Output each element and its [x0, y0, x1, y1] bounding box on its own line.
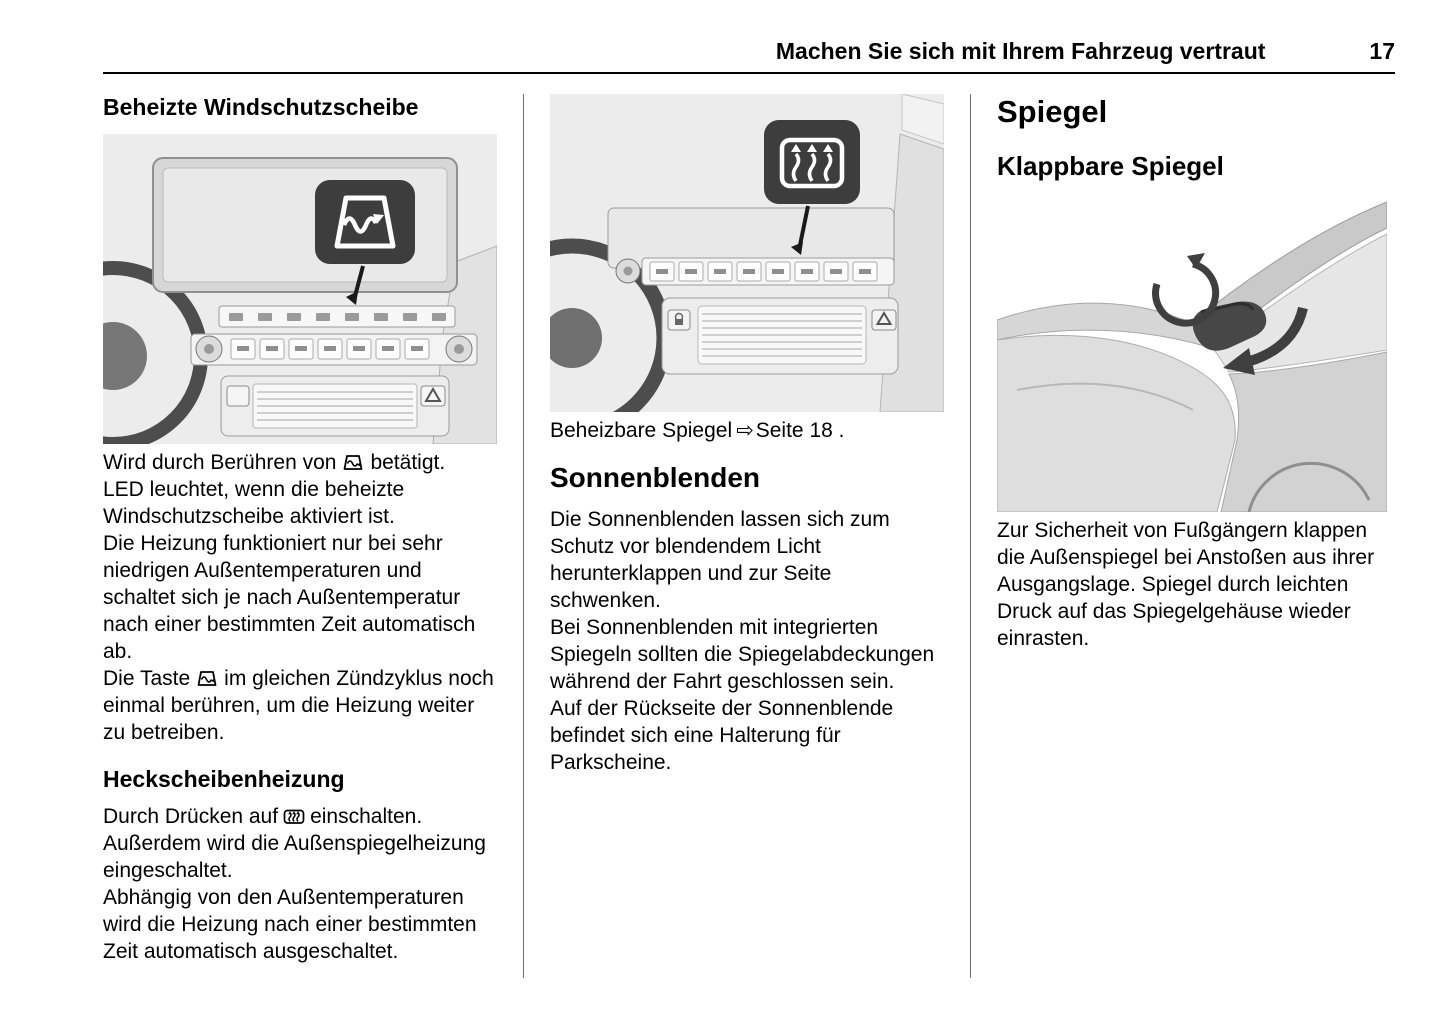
paragraph — [103, 803, 497, 884]
column-right — [997, 94, 1391, 978]
caption-text: Beheizbare Spiegel — [550, 419, 733, 442]
figure-caption — [550, 417, 944, 444]
section-heading-heated-windshield: Beheizte Windschutzscheibe — [103, 94, 419, 120]
heated-rear-window-callout-button — [764, 120, 860, 204]
text-run: Die Taste — [103, 667, 191, 691]
column-middle — [550, 94, 944, 978]
heated-windshield-icon — [341, 454, 365, 471]
paragraph: Die Sonnenblenden lassen sich zum Schutz vor blendendem Licht herunterklappen und zur Seite schwenken. — [550, 508, 890, 613]
page-header — [103, 38, 1395, 65]
page-number: 17 — [1369, 38, 1395, 64]
fold-arrow-left — [1156, 253, 1216, 323]
text-run: im gleichen Zündzyklus noch einmal berühren, um die Heizung weiter zu betreiben. — [103, 667, 494, 745]
text-run: Wird durch Berühren von — [103, 451, 337, 475]
paragraph: Zur Sicherheit von Fußgängern klappen die Außenspiegel bei Anstoßen aus ihrer Ausgangslage. Spiegel durch leichten Druck auf das Spiegelgehäuse wieder einrasten. — [997, 518, 1375, 650]
dashboard-illustration-2 — [550, 94, 944, 412]
text-run: Durch Drücken auf — [103, 804, 279, 828]
column-divider — [523, 94, 524, 978]
paragraph: Bei Sonnenblenden mit integrierten Spiegeln sollten die Spiegelabdeckungen während der Fahrt geschlossen sein. — [550, 616, 935, 694]
section-heading-rear-window-heating: Heckscheibenheizung — [103, 766, 345, 793]
car-illustration — [997, 200, 1387, 512]
cross-reference-link[interactable]: Seite 18 . — [755, 419, 845, 442]
section-heading-folding-mirrors: Klappbare Spiegel — [997, 150, 1224, 181]
header-rule — [103, 72, 1395, 74]
illustration-folding-mirror-car — [997, 200, 1391, 517]
text-run: einschalten. Außerdem wird die Außenspiegelheizung eingeschaltet. — [103, 804, 486, 882]
paragraph: Auf der Rückseite der Sonnenblende befindet sich eine Halterung für Parkscheine. — [550, 697, 894, 775]
content-columns — [103, 94, 1395, 978]
text-run: betätigt. — [370, 451, 446, 475]
paragraph: Die Heizung funktioniert nur bei sehr niedrigen Außentemperaturen und schaltet sich je nach Außentemperatur nach einer bestimmten Zeit automatisch ab. — [103, 532, 476, 664]
heated-windshield-icon — [195, 670, 219, 687]
paragraph: Abhängig von den Außentemperaturen wird die Heizung nach einer bestimmten Zeit automatisch ausgeschaltet. — [103, 885, 477, 963]
paragraph — [103, 665, 497, 746]
column-left — [103, 94, 497, 978]
column-divider — [970, 94, 971, 978]
button-strip — [219, 306, 455, 327]
cross-reference-arrow-icon: ⇨ — [736, 419, 754, 442]
dashboard-illustration-1 — [103, 134, 497, 444]
section-heading-sun-visors: Sonnenblenden — [550, 462, 760, 493]
paragraph: LED leuchtet, wenn die beheizte Windschutzscheibe aktiviert ist. — [103, 478, 405, 529]
header-title: Machen Sie sich mit Ihrem Fahrzeug vertraut — [775, 38, 1266, 64]
heated-windshield-callout-button — [315, 180, 415, 264]
illustration-heated-windshield-dashboard — [103, 134, 497, 449]
illustration-heated-mirrors-dashboard — [550, 94, 944, 417]
heated-rear-window-icon — [283, 808, 305, 825]
chapter-heading-mirrors: Spiegel — [997, 94, 1108, 129]
hood — [997, 335, 1235, 512]
paragraph — [103, 449, 497, 476]
